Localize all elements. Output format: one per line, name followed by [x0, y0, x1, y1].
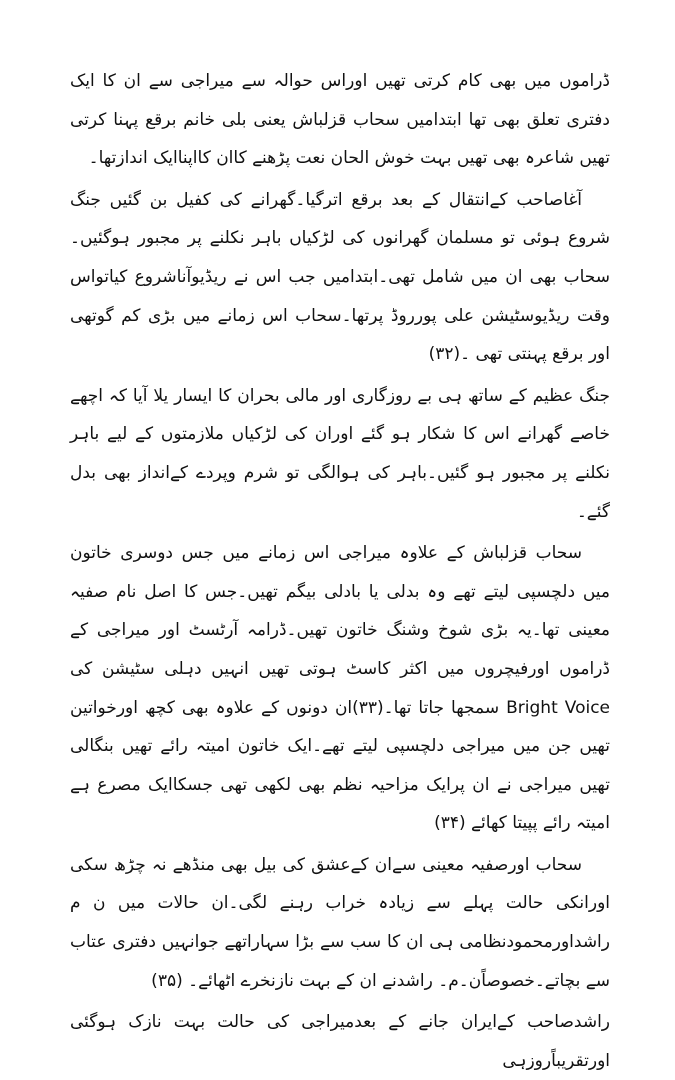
paragraph-2: آغاصاحب کےانتقال کے بعد برقع اترگیا۔گھرانے کی کفیل بن گئیں جنگ شروع ہوئی تو مسلمان گھرانوں کی لڑکیاں باہر نکلنے پر مجبور ہوگئیں۔سحاب بھی ان میں شامل تھی۔ابتدامیں جب اس نے ریڈیوآناشروع کیاتواس وقت ریڈیوسٹیشن علی پورروڈ پرتھا۔سحاب اس زمانے میں بڑی کم گوتھی اور برقع پہنتی تھی ۔(۳۲): [70, 189, 610, 365]
paragraph-1: ڈراموں میں بھی کام کرتی تھیں اوراس حوالہ سے میراجی سے ان کا ایک دفتری تعلق بھی تھا ابتدامیں سحاب قزلباش یعنی بلی خانم برقع پہنا کرتی تھیں شاعرہ بھی تھیں بہت خوش الحان نعت پڑھنے کاان کااپناایک اندازتھا۔: [70, 71, 610, 169]
paragraph-5: سحاب اورصفیہ معینی سےان کےعشق کی بیل بھی منڈھے نہ چڑھ سکی اورانکی حالت پہلے سے زیادہ خراب رہنے لگی۔ان حالات میں ن م راشداورمحمودنظامی ہی ان کا سب سے بڑا سہاراتھے جوانہیں دفتری عتاب سے بچاتے۔خصوصاًن۔م۔ راشدنے ان کے بہت نازنخرے اٹھائے۔ (۳۵): [70, 854, 610, 991]
paragraph-4: سحاب قزلباش کے علاوہ میراجی اس زمانے میں جس دوسری خاتون میں دلچسپی لیتے تھے وہ بدلی یا بادلی بیگم تھیں۔جس کا اصل نام صفیہ معینی تھا۔یہ بڑی شوخ وشنگ خاتون تھیں۔ڈرامہ آرٹسٹ اور میراجی کے ڈراموں اورفیچروں میں اکثر کاسٹ ہوتی تھیں انہیں دہلی سٹیشن کی Bright Voice سمجھا جاتا تھا۔(۳۳)ان دونوں کے علاوہ بھی کچھ اورخواتین تھیں جن میں میراجی دلچسپی لیتے تھے۔ایک خاتون امیتہ رائے تھیں بنگالی تھیں میراجی نے ان پرایک مزاحیہ نظم بھی لکھی تھی جسکاایک مصرع ہے امیتہ رائے پپیتا کھائے (۳۴): [70, 543, 610, 834]
document-page: [70, 62, 610, 1080]
paragraph-6: راشدصاحب کےایران جانے کے بعدمیراجی کی حالت بہت نازک ہوگئی اورتقریباًروزہی: [70, 1012, 610, 1071]
paragraph-3: جنگ عظیم کے ساتھ ہی بے روزگاری اور مالی بحران کا ایسار یلا آیا کہ اچھے خاصے گھرانے اس کا شکار ہو گئے اوران کی لڑکیاں ملازمتوں کے لیے باہر نکلنے پر مجبور ہو گئیں۔باہر کی ہوالگی تو شرم وپردے کےانداز بھی بدل گئے۔: [70, 385, 610, 522]
